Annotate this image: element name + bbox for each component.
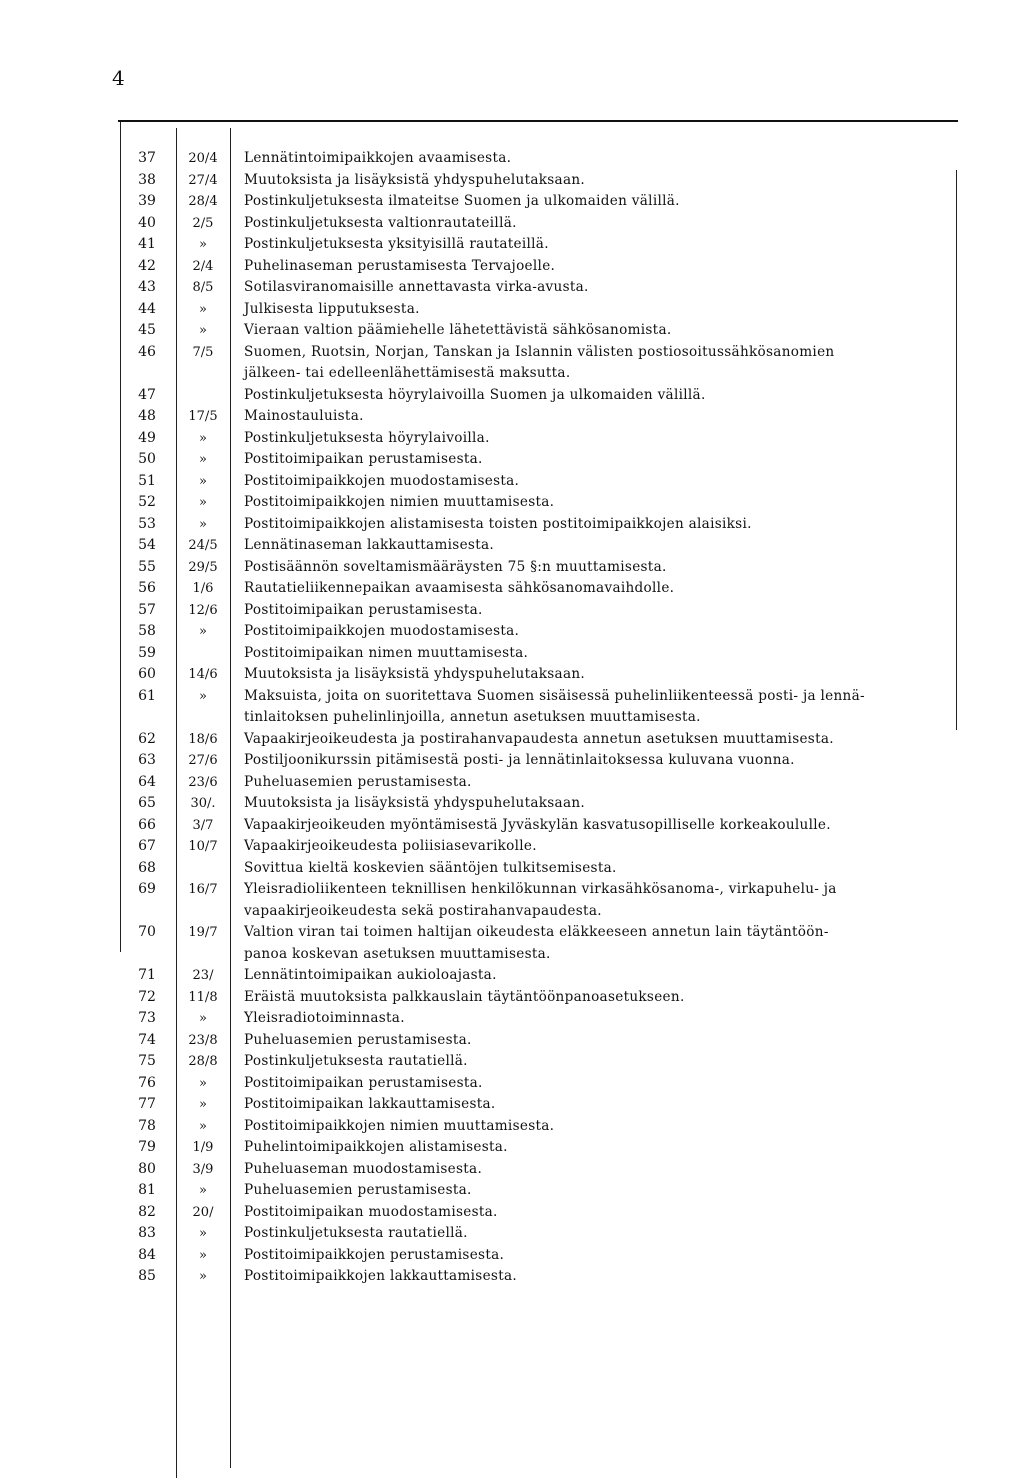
- entry-number: 80: [138, 1160, 156, 1177]
- table-row: [0, 1051, 1024, 1073]
- entry-date: 10/7: [188, 839, 218, 854]
- entry-text: Postitoimipaikan perustamisesta.: [244, 1074, 483, 1091]
- table-row: [0, 922, 1024, 965]
- table-row: [0, 836, 1024, 858]
- entry-text: Postitoimipaikan perustamisesta.: [244, 451, 483, 467]
- entry-date: 1/9: [192, 1140, 214, 1155]
- entry-text: Postitoimipaikkojen nimien muuttamisesta.: [244, 494, 555, 510]
- table-row: [0, 858, 1024, 880]
- entry-date: 23/8: [188, 1032, 218, 1048]
- table-row: [0, 514, 1024, 536]
- entry-text: Puheluasemien perustamisesta.: [244, 773, 472, 790]
- entry-text: Postitoimipaikan perustamisesta.: [244, 601, 483, 618]
- entry-text: Postiljoonikurssin pitämisestä posti- ja lennätinlaitoksessa kuluvana vuonna.: [244, 752, 795, 768]
- entry-date: 29/5: [188, 559, 218, 575]
- table-row: [0, 1180, 1024, 1202]
- entry-number: 37: [138, 150, 156, 166]
- entry-number: 62: [138, 730, 156, 747]
- entry-text: Valtion viran tai toimen haltijan oikeudesta eläkkeeseen annetun lain täytäntöön-: [244, 924, 829, 940]
- entry-text: Postinkuljetuksesta höyrylaivoilla.: [244, 429, 490, 446]
- entry-number: 79: [138, 1139, 156, 1155]
- table-row: [0, 1202, 1024, 1224]
- table-row: [0, 535, 1024, 557]
- table-row: [0, 170, 1024, 192]
- entry-date: »: [199, 1247, 207, 1263]
- entry-number: 76: [138, 1074, 156, 1091]
- table-row: [0, 987, 1024, 1009]
- entry-number: 82: [138, 1203, 156, 1220]
- entry-text: Yleisradiotoiminnasta.: [244, 1010, 405, 1026]
- table-row: [0, 729, 1024, 751]
- entry-date: »: [199, 624, 207, 639]
- entry-date: 30/.: [190, 796, 216, 811]
- entry-text: Puheluasemien perustamisesta.: [244, 1031, 472, 1048]
- table-row: [0, 600, 1024, 622]
- entry-text: panoa koskevan asetuksen muuttamisesta.: [244, 945, 551, 962]
- entry-number: 51: [138, 472, 156, 489]
- entry-text: Puheluaseman muodostamisesta.: [244, 1160, 483, 1177]
- entry-text: Vapaakirjeoikeudesta poliisiasevarikolle.: [244, 838, 537, 854]
- entry-number: 43: [138, 279, 156, 295]
- entry-text: Muutoksista ja lisäyksistä yhdyspuhelutaksaan.: [244, 171, 586, 188]
- table-row: [0, 1073, 1024, 1095]
- entry-number: 85: [138, 1268, 156, 1284]
- entry-text: Vieraan valtion päämiehelle lähetettävistä sähkösanomista.: [244, 322, 672, 338]
- table-row: [0, 643, 1024, 665]
- entry-date: 23/: [192, 968, 214, 983]
- entry-date: »: [199, 1011, 207, 1026]
- table-row: [0, 879, 1024, 922]
- entry-date: »: [199, 323, 207, 338]
- entry-number: 55: [138, 558, 156, 575]
- entry-date: »: [199, 1118, 207, 1134]
- entry-date: 27/6: [188, 753, 218, 768]
- entry-date: 3/9: [192, 1161, 214, 1177]
- table-row: [0, 1245, 1024, 1267]
- entry-number: 71: [138, 967, 156, 983]
- table-row: [0, 256, 1024, 278]
- entry-text: Postinkuljetuksesta rautatiellä.: [244, 1053, 468, 1069]
- table-row: [0, 299, 1024, 321]
- entry-number: 38: [138, 171, 156, 188]
- entry-number: 63: [138, 752, 156, 768]
- entry-date: »: [199, 516, 207, 532]
- entry-text: Vapaakirjeoikeuden myöntämisestä Jyväskylän kasvatusopilliselle korkeakoululle.: [244, 816, 831, 833]
- entry-date: 11/8: [188, 989, 218, 1005]
- entry-text: Postitoimipaikkojen nimien muuttamisesta.: [244, 1117, 555, 1134]
- entry-text: Julkisesta lipputuksesta.: [244, 300, 420, 317]
- table-row: [0, 449, 1024, 471]
- entry-date: 2/4: [192, 258, 214, 274]
- entry-number: 66: [138, 816, 156, 833]
- entry-text: Yleisradioliikenteen teknillisen henkilökunnan virkasähkösanoma-, virkapuhelu- ja: [244, 881, 837, 897]
- entry-date: »: [199, 495, 207, 510]
- entry-number: 49: [138, 429, 156, 446]
- entry-text: Mainostauluista.: [244, 408, 364, 424]
- entry-number: 77: [138, 1096, 156, 1112]
- entry-text: Suomen, Ruotsin, Norjan, Tanskan ja Islannin välisten postiosoitussähkösanomien: [244, 343, 835, 360]
- entry-number: 61: [138, 687, 156, 704]
- entry-date: »: [199, 688, 207, 704]
- entry-date: »: [199, 473, 207, 489]
- table-row: [0, 492, 1024, 514]
- table-row: [0, 664, 1024, 686]
- entry-number: 72: [138, 988, 156, 1005]
- entry-date: 16/7: [188, 882, 218, 897]
- table-row: [0, 385, 1024, 407]
- entry-date: 7/5: [192, 344, 214, 360]
- entry-date: 18/6: [188, 731, 218, 747]
- entry-number: 57: [138, 601, 156, 618]
- entry-date: »: [199, 1226, 207, 1241]
- table-row: [0, 1137, 1024, 1159]
- table-row: [0, 557, 1024, 579]
- entry-number: 60: [138, 666, 156, 682]
- entry-number: 54: [138, 537, 156, 553]
- entry-number: 41: [138, 236, 156, 252]
- entry-text: Lennätintoimipaikan aukioloajasta.: [244, 967, 497, 983]
- table-row: [0, 213, 1024, 235]
- entry-text: Postitoimipaikan nimen muuttamisesta.: [244, 644, 529, 661]
- table-row: [0, 406, 1024, 428]
- table-row: [0, 428, 1024, 450]
- entry-number: 56: [138, 580, 156, 596]
- entry-number: 48: [138, 408, 156, 424]
- entry-text: Rautatieliikennepaikan avaamisesta sähkösanomavaihdolle.: [244, 580, 675, 596]
- entry-number: 69: [138, 881, 156, 897]
- entry-date: »: [199, 1097, 207, 1112]
- entry-text: Puhelinaseman perustamisesta Tervajoelle.: [244, 257, 556, 274]
- entry-date: 28/8: [188, 1054, 218, 1069]
- entry-date: »: [199, 1269, 207, 1284]
- entry-number: 74: [138, 1031, 156, 1048]
- entry-date: 2/5: [192, 215, 214, 231]
- entry-date: 20/4: [188, 151, 218, 166]
- table-row: [0, 1094, 1024, 1116]
- table-row: [0, 191, 1024, 213]
- entry-number: 70: [138, 924, 156, 940]
- entry-number: 67: [138, 838, 156, 854]
- entry-table: [0, 148, 1024, 1288]
- entry-number: 81: [138, 1182, 156, 1198]
- table-row: [0, 1159, 1024, 1181]
- entry-text: Postisäännön soveltamismääräysten 75 §:n muuttamisesta.: [244, 558, 667, 575]
- entry-text: Eräistä muutoksista palkkauslain täytäntöönpanoasetukseen.: [244, 988, 685, 1005]
- entry-number: 52: [138, 494, 156, 510]
- entry-text: Postitoimipaikkojen muodostamisesta.: [244, 472, 520, 489]
- entry-text: Postitoimipaikan lakkauttamisesta.: [244, 1096, 496, 1112]
- entry-number: 59: [138, 644, 156, 661]
- entry-number: 44: [138, 300, 156, 317]
- entry-number: 68: [138, 859, 156, 876]
- entry-number: 46: [138, 343, 156, 360]
- entry-date: 1/6: [192, 581, 214, 596]
- entry-date: 24/5: [188, 538, 218, 553]
- entry-number: 53: [138, 515, 156, 532]
- entry-number: 78: [138, 1117, 156, 1134]
- entry-text: Lennätinaseman lakkauttamisesta.: [244, 537, 494, 553]
- entry-text: Muutoksista ja lisäyksistä yhdyspuhelutaksaan.: [244, 666, 586, 682]
- entry-number: 64: [138, 773, 156, 790]
- entry-date: 23/6: [188, 774, 218, 790]
- entry-number: 45: [138, 322, 156, 338]
- table-row: [0, 686, 1024, 729]
- entry-text: Postitoimipaikkojen muodostamisesta.: [244, 623, 520, 639]
- table-row: [0, 1116, 1024, 1138]
- entry-number: 40: [138, 214, 156, 231]
- entry-number: 58: [138, 623, 156, 639]
- entry-text: Postinkuljetuksesta rautatiellä.: [244, 1225, 468, 1241]
- entry-number: 83: [138, 1225, 156, 1241]
- table-row: [0, 1266, 1024, 1288]
- entry-date: 12/6: [188, 602, 218, 618]
- entry-text: tinlaitoksen puhelinlinjoilla, annetun asetuksen muuttamisesta.: [244, 709, 701, 725]
- entry-number: 65: [138, 795, 156, 811]
- entry-text: Postitoimipaikan muodostamisesta.: [244, 1203, 498, 1220]
- table-row: [0, 320, 1024, 342]
- page-number: 4: [112, 66, 126, 90]
- entry-date: »: [199, 452, 207, 467]
- entry-date: »: [199, 1183, 207, 1198]
- entry-date: »: [199, 301, 207, 317]
- entry-text: Postinkuljetuksesta yksityisillä rautateillä.: [244, 236, 549, 252]
- entry-date: »: [199, 237, 207, 252]
- entry-number: 42: [138, 257, 156, 274]
- entry-text: Postinkuljetuksesta ilmateitse Suomen ja ulkomaiden välillä.: [244, 193, 680, 209]
- entry-text: Puhelintoimipaikkojen alistamisesta.: [244, 1139, 508, 1155]
- entry-text: Postitoimipaikkojen perustamisesta.: [244, 1246, 505, 1263]
- entry-date: 3/7: [192, 817, 214, 833]
- entry-text: Postitoimipaikkojen lakkauttamisesta.: [244, 1268, 517, 1284]
- entry-text: vapaakirjeoikeudesta sekä postirahanvapaudesta.: [244, 902, 602, 919]
- table-row: [0, 342, 1024, 385]
- entry-text: Maksuista, joita on suoritettava Suomen sisäisessä puhelinliikenteessä posti- ja lennä-: [244, 687, 865, 704]
- table-row: [0, 471, 1024, 493]
- entry-number: 50: [138, 451, 156, 467]
- table-row: [0, 772, 1024, 794]
- entry-date: »: [199, 1075, 207, 1091]
- entry-text: Muutoksista ja lisäyksistä yhdyspuhelutaksaan.: [244, 795, 586, 811]
- entry-text: Postinkuljetuksesta höyrylaivoilla Suomen ja ulkomaiden välillä.: [244, 386, 706, 403]
- table-row: [0, 148, 1024, 170]
- top-rule: [118, 120, 958, 122]
- entry-date: 14/6: [188, 667, 218, 682]
- entry-text: Lennätintoimipaikkojen avaamisesta.: [244, 150, 512, 166]
- table-row: [0, 277, 1024, 299]
- entry-number: 47: [138, 386, 156, 403]
- table-row: [0, 1008, 1024, 1030]
- entry-text: Sovittua kieltä koskevien sääntöjen tulkitsemisesta.: [244, 859, 617, 876]
- entry-number: 73: [138, 1010, 156, 1026]
- entry-text: Vapaakirjeoikeudesta ja postirahanvapaudesta annetun asetuksen muuttamisesta.: [244, 730, 834, 747]
- table-row: [0, 1030, 1024, 1052]
- table-row: [0, 965, 1024, 987]
- entry-date: 8/5: [192, 280, 214, 295]
- entry-text: Sotilasviranomaisille annettavasta virka-avusta.: [244, 279, 589, 295]
- table-row: [0, 1223, 1024, 1245]
- table-row: [0, 621, 1024, 643]
- entry-text: Puheluasemien perustamisesta.: [244, 1182, 472, 1198]
- entry-number: 84: [138, 1246, 156, 1263]
- entry-text: jälkeen- tai edelleenlähettämisestä maksutta.: [244, 365, 571, 381]
- entry-date: 28/4: [188, 194, 218, 209]
- entry-date: 19/7: [188, 925, 218, 940]
- entry-number: 75: [138, 1053, 156, 1069]
- entry-date: 17/5: [188, 409, 218, 424]
- entry-date: 20/: [192, 1204, 214, 1220]
- table-row: [0, 793, 1024, 815]
- table-row: [0, 815, 1024, 837]
- entry-date: »: [199, 430, 207, 446]
- entry-text: Postinkuljetuksesta valtionrautateillä.: [244, 214, 517, 231]
- table-row: [0, 234, 1024, 256]
- entry-date: 27/4: [188, 172, 218, 188]
- table-row: [0, 578, 1024, 600]
- table-row: [0, 750, 1024, 772]
- entry-number: 39: [138, 193, 156, 209]
- entry-text: Postitoimipaikkojen alistamisesta toisten postitoimipaikkojen alaisiksi.: [244, 515, 752, 532]
